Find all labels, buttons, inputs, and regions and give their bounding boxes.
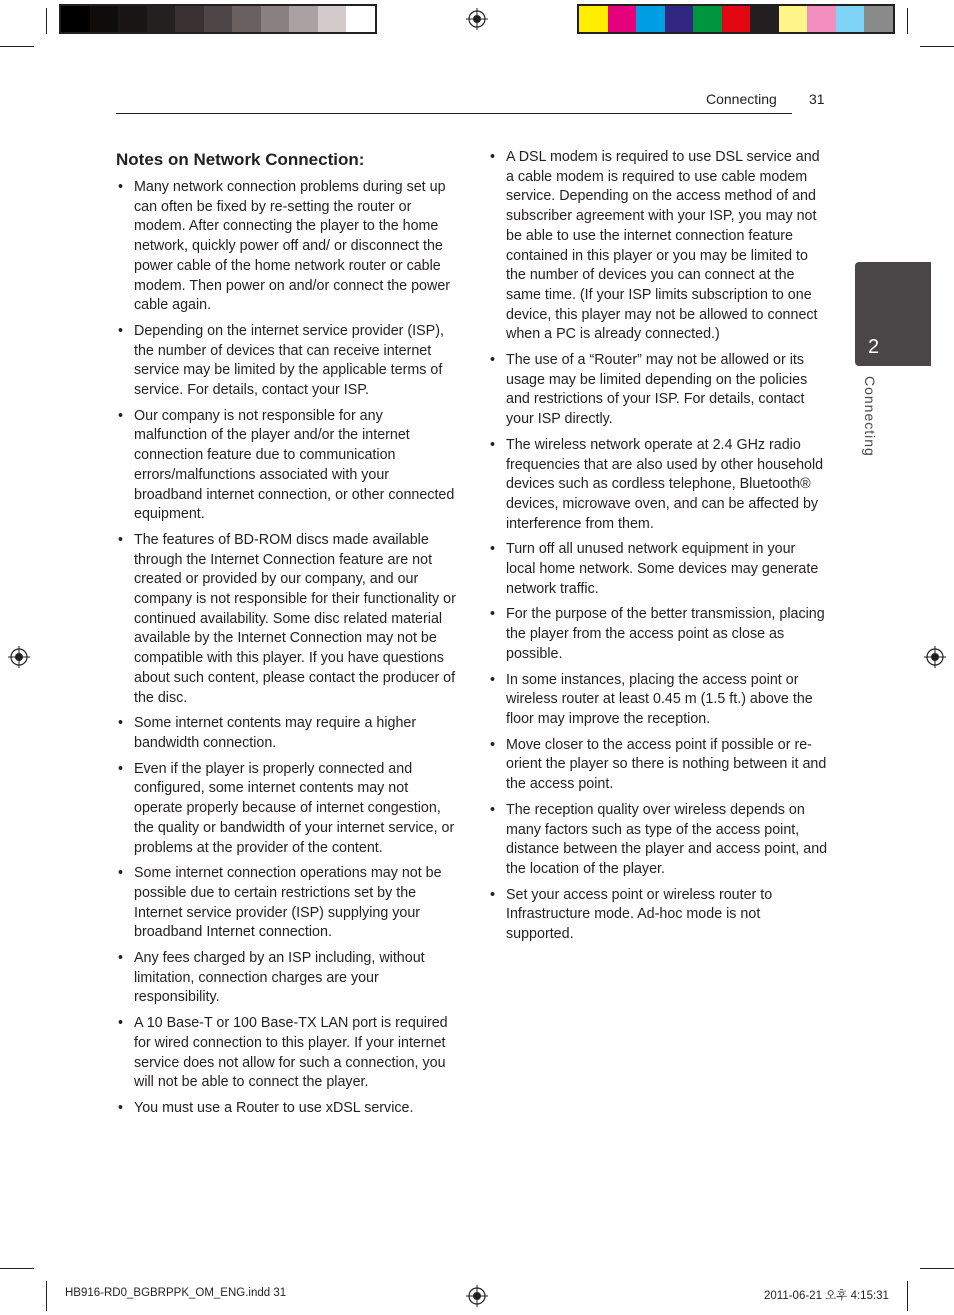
list-item-text: Any fees charged by an ISP including, without limitation, connection charges are your responsibility. <box>134 950 425 1006</box>
color-swatch <box>318 6 347 32</box>
color-swatch <box>636 6 665 32</box>
list-item-text: Turn off all unused network equipment in your local home network. Some devices may generate network traffic. <box>506 541 819 597</box>
list-item-text: Our company is not responsible for any malfunction of the player and/or the internet connection feature due to communication errors/malfunctions associated with your broadband internet connection, or other connected equipment. <box>134 407 455 523</box>
list-item <box>488 671 828 730</box>
list-item <box>488 351 828 430</box>
bullet: • <box>490 886 496 903</box>
list-item-text: Move closer to the access point if possible or re-orient the player so there is nothing between it and the access point. <box>506 736 827 793</box>
grayscale-color-bar <box>59 4 377 34</box>
list-item <box>116 864 458 943</box>
footer-timestamp: 2011-06-21 오후 4:15:31 <box>764 1290 889 1302</box>
list-item-text: For the purpose of the better transmission, placing the player from the access point as close as possible. <box>506 606 825 662</box>
list-item-text: A DSL modem is required to use DSL service and a cable modem is required to use cable modem service. Depending on the access method of and subscriber agreement with your ISP, you may not be able to use the internet connection feature contained in this player or you may be limited to the number of devices you can connect at the same time. (If your ISP limits subscription to one device, this player may not be allowed to connect when a PC is already connected.) <box>506 149 820 343</box>
list-item <box>116 407 458 525</box>
chapter-number: 2 <box>868 336 880 358</box>
list-item-text: The wireless network operate at 2.4 GHz radio frequencies that are also used by other household devices such as cordless telephone, Bluetooth® devices, microwave oven, and can be affected by interference from them. <box>506 436 824 532</box>
color-swatch <box>608 6 637 32</box>
list-item <box>488 436 828 535</box>
color-swatch <box>90 6 119 32</box>
bullet: • <box>490 541 496 558</box>
list-item <box>116 1099 458 1119</box>
notes-list-left <box>116 178 458 1119</box>
color-swatch <box>61 6 90 32</box>
color-swatch <box>261 6 290 32</box>
list-item <box>488 886 828 945</box>
list-item-text: You must use a Router to use xDSL service. <box>134 1099 414 1116</box>
color-swatch <box>722 6 751 32</box>
crop-mark <box>920 46 954 47</box>
list-item-text: Depending on the internet service provider (ISP), the number of devices that can receive internet service may be limited by the applicable terms of service. For details, contact your ISP. <box>134 322 444 399</box>
bullet: • <box>118 1099 124 1116</box>
section-heading: Notes on Network Connection: <box>116 150 365 169</box>
list-item-text: The reception quality over wireless depends on many factors such as type of the access point, distance between the player and access point, and the location of the player. <box>506 801 828 877</box>
list-item <box>116 714 458 753</box>
crop-mark <box>907 1281 908 1311</box>
color-swatch <box>579 6 608 32</box>
bullet: • <box>490 149 496 165</box>
crop-mark <box>0 1268 34 1269</box>
list-item-text: Even if the player is properly connected and configured, some internet contents may not operate properly because of internet congestion, the quality or bandwidth of your internet service, or problems at the provider of the content. <box>134 760 455 856</box>
list-item <box>116 178 458 316</box>
bullet: • <box>490 606 496 623</box>
bullet: • <box>118 531 124 548</box>
list-item <box>488 801 828 880</box>
bullet: • <box>118 179 124 195</box>
crop-mark <box>0 46 34 47</box>
bullet: • <box>490 801 496 818</box>
list-item <box>116 531 458 708</box>
list-item <box>116 760 458 859</box>
color-swatch <box>346 6 375 32</box>
chapter-tab <box>855 262 931 366</box>
bullet: • <box>490 671 496 688</box>
registration-mark-icon <box>466 8 488 30</box>
header-rule <box>116 113 792 114</box>
list-item <box>488 540 828 599</box>
crop-mark <box>907 8 908 34</box>
bullet: • <box>118 950 124 967</box>
color-swatch <box>836 6 865 32</box>
list-item-text: Some internet connection operations may not be possible due to certain restrictions set by the Internet service provider (ISP) supplying your broadband Internet connection. <box>134 865 442 941</box>
list-item <box>488 605 828 664</box>
chapter-label: Connecting <box>862 376 878 457</box>
color-swatch <box>118 6 147 32</box>
color-swatch <box>147 6 176 32</box>
color-swatch <box>665 6 694 32</box>
list-item <box>488 148 828 345</box>
bullet: • <box>118 407 124 424</box>
bullet: • <box>118 715 124 732</box>
color-swatch <box>750 6 779 32</box>
color-swatch <box>289 6 318 32</box>
list-item-text: Set your access point or wireless router to Infrastructure mode. Ad-hoc mode is not supported. <box>506 886 773 943</box>
notes-list-right <box>488 148 828 945</box>
list-item <box>488 736 828 795</box>
bullet: • <box>118 1015 124 1032</box>
color-swatch <box>807 6 836 32</box>
list-item <box>116 1014 458 1093</box>
color-swatch <box>232 6 261 32</box>
crop-mark <box>46 8 47 34</box>
footer-file-name: HB916-RD0_BGBRPPK_OM_ENG.indd 31 <box>65 1287 287 1299</box>
list-item <box>116 949 458 1008</box>
list-item-text: A 10 Base-T or 100 Base-TX LAN port is required for wired connection to this player. If your internet service does not allow for such a connection, you will not be able to connect the player. <box>134 1015 448 1091</box>
crop-mark <box>920 1268 954 1269</box>
bullet: • <box>490 352 496 369</box>
list-item-text: The features of BD-ROM discs made available through the Internet Connection feature are not created or provided by our company, and our company is not responsible for their functionality or continued availability. Some disc related material available by the Internet Connection may not be compatible with this player. If you have questions about such content, please contact the producer of the disc. <box>134 531 456 706</box>
color-swatch <box>693 6 722 32</box>
right-column <box>488 148 828 951</box>
crop-mark <box>46 1281 47 1311</box>
list-item-text: The use of a “Router” may not be allowed or its usage may be limited depending on the policies and restrictions of your ISP. For details, contact your ISP directly. <box>506 352 808 428</box>
bullet: • <box>118 322 124 339</box>
registration-mark-icon <box>924 646 946 668</box>
list-item <box>116 322 458 401</box>
list-item-text: In some instances, placing the access point or wireless router at least 0.45 m (1.5 ft.) above the floor may improve the reception. <box>506 671 813 727</box>
bullet: • <box>118 865 124 882</box>
left-column <box>116 149 458 1125</box>
color-swatch <box>204 6 233 32</box>
color-swatch <box>779 6 808 32</box>
bullet: • <box>490 436 496 453</box>
process-color-bar <box>577 4 895 34</box>
list-item-text: Many network connection problems during set up can often be fixed by re-setting the router or modem. After connecting the player to the home network, quickly power off and/ or disconnect the power cable of the home network router or cable modem. Then power on and/or connect the power cable again. <box>134 179 451 314</box>
page-number: 31 <box>809 91 825 107</box>
color-swatch <box>864 6 893 32</box>
color-swatch <box>175 6 204 32</box>
list-item-text: Some internet contents may require a higher bandwidth connection. <box>134 715 417 751</box>
header-section-title: Connecting <box>706 91 777 107</box>
bullet: • <box>490 736 496 753</box>
bullet: • <box>118 760 124 777</box>
registration-mark-icon <box>8 646 30 668</box>
registration-mark-icon <box>466 1285 488 1307</box>
